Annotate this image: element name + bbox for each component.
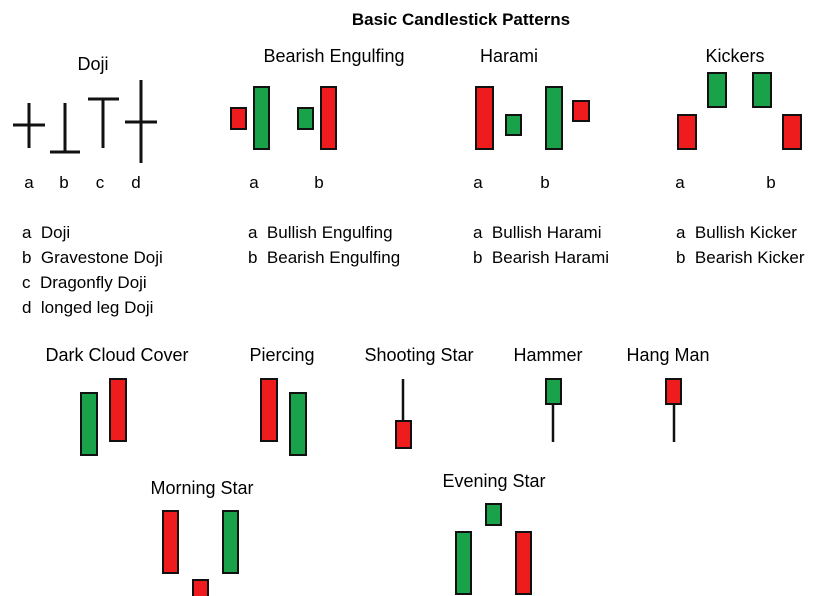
doji-a-symbol [13, 103, 45, 148]
engulfing-title: Bearish Engulfing [263, 46, 405, 66]
dragonfly-doji-symbol [88, 99, 119, 148]
doji-legend-item: a Doji [22, 223, 71, 242]
candle-bull [456, 532, 471, 594]
doji-title: Doji [77, 54, 109, 74]
candle-bear [666, 379, 681, 404]
candle-bull [298, 108, 313, 129]
candle-bull [486, 504, 501, 525]
candle-bear [783, 115, 801, 149]
candle-bear [231, 108, 246, 129]
candle-bear [396, 421, 411, 448]
shooting-star-title: Shooting Star [364, 345, 474, 365]
candle-bull [546, 379, 561, 404]
harami-letter: b [540, 173, 550, 192]
hang-man-title: Hang Man [626, 345, 710, 365]
harami-legend-item: b Bearish Harami [473, 248, 610, 267]
harami-legend-item: a Bullish Harami [473, 223, 602, 242]
kickers-legend-item: b Bearish Kicker [676, 248, 805, 267]
long-legged-doji-symbol [125, 80, 157, 163]
doji-legend-item: b Gravestone Doji [22, 248, 163, 267]
morning-star-group [150, 478, 253, 596]
candle-bear [678, 115, 696, 149]
kickers-group [675, 46, 805, 267]
hammer-group [513, 345, 582, 442]
diagram-title: Basic Candlestick Patterns [351, 10, 571, 29]
engulfing-legend-item: a Bullish Engulfing [248, 223, 393, 242]
candle-bear [261, 379, 277, 441]
morning-star-title: Morning Star [150, 478, 254, 498]
shooting-star-group [364, 345, 473, 448]
dark-cloud-cover-title: Dark Cloud Cover [45, 345, 189, 365]
candle-bull [546, 87, 562, 149]
candle-bull [254, 87, 269, 149]
dark-cloud-cover-group [45, 345, 188, 455]
evening-star-group [442, 471, 545, 594]
candle-bear [573, 101, 589, 121]
candle-bull [223, 511, 238, 573]
piercing-title: Piercing [249, 345, 315, 365]
doji-letter: a [24, 173, 34, 192]
doji-letter: d [131, 173, 141, 192]
harami-title: Harami [479, 46, 539, 66]
engulfing-group [231, 46, 405, 267]
harami-group [473, 46, 609, 267]
hang-man-group [626, 345, 709, 442]
candle-bear [516, 532, 531, 594]
candle-bull [506, 115, 521, 135]
engulfing-legend-item: b Bearish Engulfing [248, 248, 401, 267]
kickers-letter: a [675, 173, 685, 192]
evening-star-title: Evening Star [442, 471, 546, 491]
hammer-title: Hammer [513, 345, 583, 365]
doji-legend-item: c Dragonfly Doji [22, 273, 147, 292]
gravestone-doji-symbol [50, 103, 80, 152]
candle-bull [753, 73, 771, 107]
candle-bear [110, 379, 126, 441]
candle-bull [290, 393, 306, 455]
doji-letter: c [95, 173, 105, 192]
doji-letter: b [59, 173, 69, 192]
candle-bear [193, 580, 208, 596]
engulfing-letter: b [314, 173, 324, 192]
candle-bear [321, 87, 336, 149]
doji-legend-item: d longed leg Doji [22, 298, 154, 317]
kickers-legend-item: a Bullish Kicker [676, 223, 797, 242]
doji-group [13, 54, 163, 317]
candle-bull [81, 393, 97, 455]
piercing-group [249, 345, 314, 455]
candle-bear [163, 511, 178, 573]
kickers-title: Kickers [705, 46, 765, 66]
candle-bear [476, 87, 493, 149]
harami-letter: a [473, 173, 483, 192]
kickers-letter: b [766, 173, 776, 192]
candle-bull [708, 73, 726, 107]
engulfing-letter: a [249, 173, 259, 192]
